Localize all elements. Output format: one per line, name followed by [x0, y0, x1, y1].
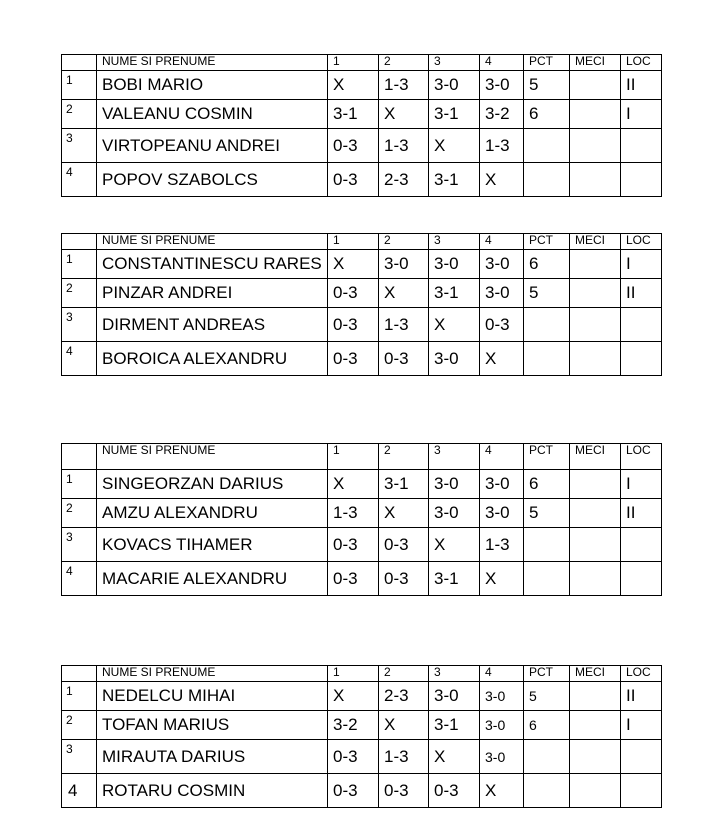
score-cell: X	[328, 250, 379, 279]
meci-cell	[570, 711, 621, 740]
loc-cell	[621, 774, 662, 808]
header-meci: MECI	[570, 666, 621, 682]
score-cell: X	[480, 774, 524, 808]
header-row	[62, 234, 662, 250]
meci-cell	[570, 71, 621, 100]
loc-cell	[621, 342, 662, 376]
score-cell: 3-0	[480, 740, 524, 774]
score-cell: X	[379, 279, 429, 308]
score-cell: 3-0	[480, 250, 524, 279]
header-round-2: 2	[379, 55, 429, 71]
header-meci: MECI	[570, 444, 621, 470]
score-cell: 2-3	[379, 163, 429, 197]
loc-cell	[621, 740, 662, 774]
score-cell: X	[480, 163, 524, 197]
header-name: NUME SI PRENUME	[97, 666, 328, 682]
loc-cell: I	[621, 711, 662, 740]
loc-cell	[621, 129, 662, 163]
group-table-1	[61, 54, 662, 197]
loc-cell: II	[621, 71, 662, 100]
pct-cell	[524, 528, 570, 562]
header-round-4: 4	[480, 55, 524, 71]
meci-cell	[570, 528, 621, 562]
score-cell: 0-3	[328, 308, 379, 342]
player-name: BOBI MARIO	[97, 71, 328, 100]
player-name: MIRAUTA DARIUS	[97, 740, 328, 774]
score-cell: 3-0	[429, 342, 480, 376]
player-index: 3	[62, 740, 97, 774]
header-loc: LOC	[621, 55, 662, 71]
header-round-4: 4	[480, 666, 524, 682]
score-cell: 3-0	[480, 71, 524, 100]
header-loc: LOC	[621, 666, 662, 682]
header-index-cell	[62, 234, 97, 250]
score-cell: 3-1	[379, 470, 429, 499]
score-cell: 3-1	[429, 711, 480, 740]
header-round-3: 3	[429, 666, 480, 682]
pct-cell: 5	[524, 682, 570, 711]
score-cell: 0-3	[379, 342, 429, 376]
player-index: 2	[62, 100, 97, 129]
player-index: 2	[62, 499, 97, 528]
score-cell: 1-3	[480, 528, 524, 562]
player-name: MACARIE ALEXANDRU	[97, 562, 328, 596]
score-cell: 3-1	[429, 100, 480, 129]
meci-cell	[570, 279, 621, 308]
player-index: 4	[62, 774, 97, 808]
score-cell: X	[429, 740, 480, 774]
score-cell: 3-1	[429, 163, 480, 197]
header-round-1: 1	[328, 444, 379, 470]
score-cell: 3-1	[429, 279, 480, 308]
score-cell: 0-3	[480, 308, 524, 342]
loc-cell	[621, 562, 662, 596]
header-pct: PCT	[524, 55, 570, 71]
score-cell: 0-3	[328, 279, 379, 308]
player-name: PINZAR ANDREI	[97, 279, 328, 308]
meci-cell	[570, 342, 621, 376]
score-cell: 3-0	[429, 682, 480, 711]
group-table-4	[61, 665, 662, 808]
header-loc: LOC	[621, 234, 662, 250]
pct-cell	[524, 740, 570, 774]
player-name: BOROICA ALEXANDRU	[97, 342, 328, 376]
player-row	[62, 562, 662, 596]
player-row	[62, 163, 662, 197]
player-row	[62, 342, 662, 376]
header-loc: LOC	[621, 444, 662, 470]
loc-cell	[621, 308, 662, 342]
loc-cell: I	[621, 250, 662, 279]
score-cell: 3-0	[429, 71, 480, 100]
score-cell: X	[379, 499, 429, 528]
pct-cell: 5	[524, 71, 570, 100]
meci-cell	[570, 740, 621, 774]
meci-cell	[570, 250, 621, 279]
pct-cell: 5	[524, 499, 570, 528]
header-round-2: 2	[379, 234, 429, 250]
pct-cell: 6	[524, 250, 570, 279]
player-row	[62, 250, 662, 279]
player-row	[62, 528, 662, 562]
score-cell: 3-1	[429, 562, 480, 596]
group-table-3	[61, 443, 662, 596]
header-round-3: 3	[429, 234, 480, 250]
score-cell: 0-3	[328, 342, 379, 376]
score-cell: 3-2	[480, 100, 524, 129]
header-name: NUME SI PRENUME	[97, 55, 328, 71]
player-name: TOFAN MARIUS	[97, 711, 328, 740]
header-round-1: 1	[328, 234, 379, 250]
pct-cell	[524, 163, 570, 197]
meci-cell	[570, 163, 621, 197]
header-name: NUME SI PRENUME	[97, 444, 328, 470]
group-table-2	[61, 233, 662, 376]
meci-cell	[570, 682, 621, 711]
player-row	[62, 129, 662, 163]
score-cell: 1-3	[480, 129, 524, 163]
player-name: VALEANU COSMIN	[97, 100, 328, 129]
player-index: 1	[62, 682, 97, 711]
score-cell: 0-3	[328, 562, 379, 596]
header-round-3: 3	[429, 444, 480, 470]
header-meci: MECI	[570, 55, 621, 71]
score-cell: 3-0	[480, 279, 524, 308]
score-cell: X	[429, 528, 480, 562]
score-cell: 3-0	[480, 711, 524, 740]
player-name: NEDELCU MIHAI	[97, 682, 328, 711]
player-index: 2	[62, 279, 97, 308]
player-index: 3	[62, 308, 97, 342]
header-row	[62, 444, 662, 470]
header-name: NUME SI PRENUME	[97, 234, 328, 250]
player-index: 3	[62, 129, 97, 163]
score-cell: X	[379, 711, 429, 740]
header-pct: PCT	[524, 444, 570, 470]
score-cell: 0-3	[379, 528, 429, 562]
player-row	[62, 499, 662, 528]
header-round-1: 1	[328, 55, 379, 71]
score-cell: X	[379, 100, 429, 129]
loc-cell: II	[621, 279, 662, 308]
score-cell: 2-3	[379, 682, 429, 711]
score-cell: 3-0	[480, 499, 524, 528]
score-cell: 3-0	[480, 470, 524, 499]
header-index-cell	[62, 55, 97, 71]
score-cell: 0-3	[328, 774, 379, 808]
meci-cell	[570, 129, 621, 163]
meci-cell	[570, 308, 621, 342]
player-row	[62, 71, 662, 100]
loc-cell: I	[621, 470, 662, 499]
header-round-4: 4	[480, 444, 524, 470]
player-name: SINGEORZAN DARIUS	[97, 470, 328, 499]
score-cell: X	[328, 470, 379, 499]
header-round-1: 1	[328, 666, 379, 682]
score-cell: 3-0	[480, 682, 524, 711]
score-cell: 0-3	[379, 774, 429, 808]
score-cell: X	[429, 308, 480, 342]
player-row	[62, 682, 662, 711]
score-cell: 0-3	[429, 774, 480, 808]
header-round-3: 3	[429, 55, 480, 71]
score-cell: 0-3	[328, 163, 379, 197]
player-row	[62, 100, 662, 129]
score-cell: 3-1	[328, 100, 379, 129]
score-cell: X	[480, 562, 524, 596]
score-cell: 1-3	[379, 740, 429, 774]
meci-cell	[570, 499, 621, 528]
pct-cell: 6	[524, 470, 570, 499]
pct-cell	[524, 774, 570, 808]
header-row	[62, 55, 662, 71]
meci-cell	[570, 774, 621, 808]
score-cell: X	[429, 129, 480, 163]
score-cell: 3-0	[379, 250, 429, 279]
player-name: DIRMENT ANDREAS	[97, 308, 328, 342]
player-name: POPOV SZABOLCS	[97, 163, 328, 197]
loc-cell: II	[621, 682, 662, 711]
loc-cell: I	[621, 100, 662, 129]
score-cell: X	[480, 342, 524, 376]
loc-cell: II	[621, 499, 662, 528]
pct-cell	[524, 342, 570, 376]
player-row	[62, 740, 662, 774]
player-row	[62, 774, 662, 808]
pct-cell: 6	[524, 711, 570, 740]
score-cell: 1-3	[379, 71, 429, 100]
score-cell: 3-0	[429, 470, 480, 499]
header-row	[62, 666, 662, 682]
score-cell: 1-3	[328, 499, 379, 528]
player-index: 3	[62, 528, 97, 562]
meci-cell	[570, 100, 621, 129]
player-name: AMZU ALEXANDRU	[97, 499, 328, 528]
loc-cell	[621, 528, 662, 562]
score-cell: X	[328, 71, 379, 100]
player-index: 4	[62, 562, 97, 596]
pct-cell	[524, 562, 570, 596]
pct-cell: 5	[524, 279, 570, 308]
score-cell: 0-3	[379, 562, 429, 596]
header-index-cell	[62, 666, 97, 682]
score-cell: 3-2	[328, 711, 379, 740]
header-pct: PCT	[524, 666, 570, 682]
header-round-2: 2	[379, 444, 429, 470]
player-index: 1	[62, 71, 97, 100]
score-cell: 3-0	[429, 499, 480, 528]
player-row	[62, 711, 662, 740]
meci-cell	[570, 562, 621, 596]
player-row	[62, 279, 662, 308]
header-pct: PCT	[524, 234, 570, 250]
score-cell: 0-3	[328, 129, 379, 163]
player-name: ROTARU COSMIN	[97, 774, 328, 808]
player-index: 4	[62, 163, 97, 197]
score-cell: 3-0	[429, 250, 480, 279]
player-name: CONSTANTINESCU RARES	[97, 250, 328, 279]
score-cell: 0-3	[328, 740, 379, 774]
player-row	[62, 308, 662, 342]
player-row	[62, 470, 662, 499]
score-cell: 1-3	[379, 129, 429, 163]
header-meci: MECI	[570, 234, 621, 250]
header-round-2: 2	[379, 666, 429, 682]
player-name: KOVACS TIHAMER	[97, 528, 328, 562]
score-cell: 1-3	[379, 308, 429, 342]
pct-cell: 6	[524, 100, 570, 129]
pct-cell	[524, 129, 570, 163]
player-name: VIRTOPEANU ANDREI	[97, 129, 328, 163]
player-index: 1	[62, 470, 97, 499]
score-cell: 0-3	[328, 528, 379, 562]
pct-cell	[524, 308, 570, 342]
player-index: 4	[62, 342, 97, 376]
player-index: 2	[62, 711, 97, 740]
meci-cell	[570, 470, 621, 499]
header-round-4: 4	[480, 234, 524, 250]
header-index-cell	[62, 444, 97, 470]
loc-cell	[621, 163, 662, 197]
score-cell: X	[328, 682, 379, 711]
player-index: 1	[62, 250, 97, 279]
